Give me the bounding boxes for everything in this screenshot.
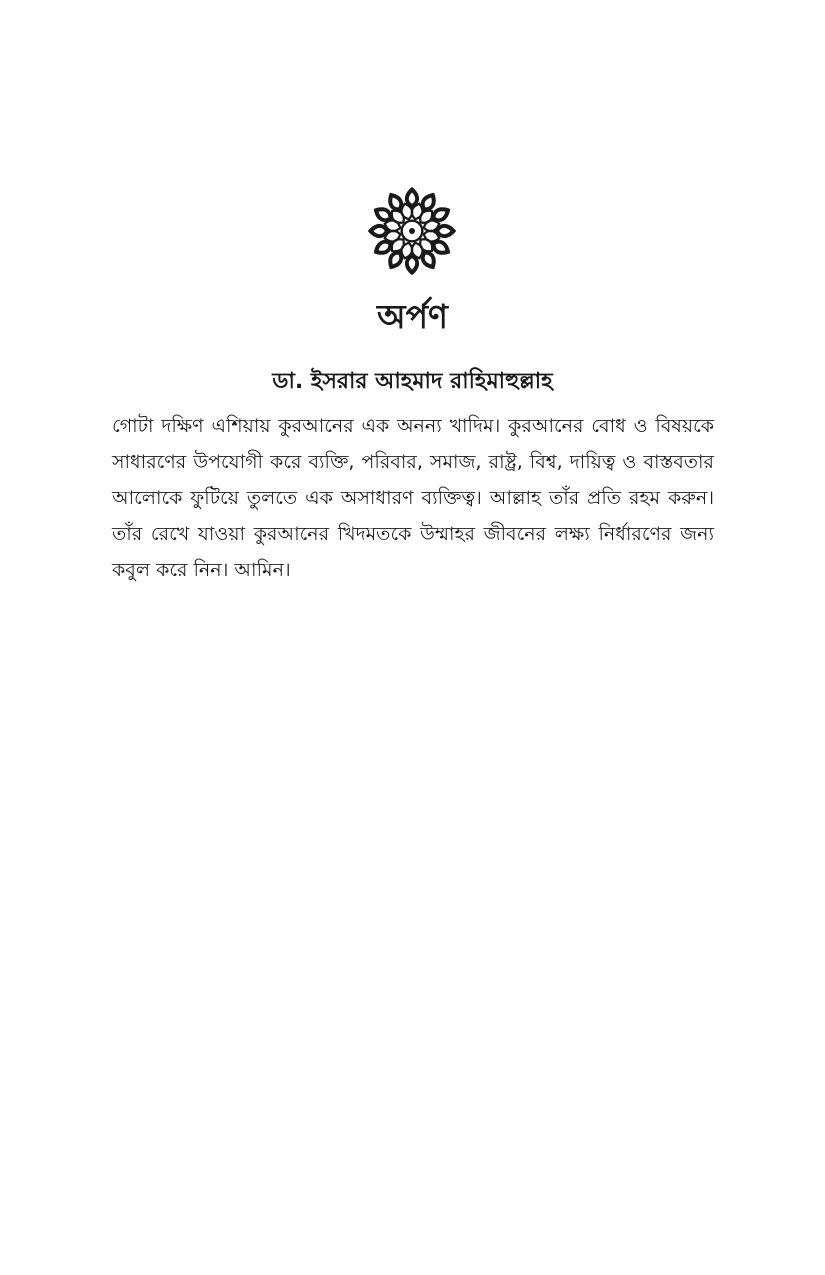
dedication-title: অর্পণ: [377, 297, 448, 336]
floral-mandala-icon: [365, 184, 459, 278]
dedication-paragraph: গোটা দক্ষিণ এশিয়ায় কুরআনের এক অনন্য খাদিম। কুরআনের বোধ ও বিষয়কে সাধারণের উপযোগী করে ব্যক্তি, পরিবার, সমাজ, রাষ্ট্র, বিশ্ব, দায়িত্ব ও বাস্তবতার আলোকে ফুটিয়ে তুলতে এক অসাধারণ ব্যক্তিত্ব। আল্লাহ তাঁর প্রতি রহম করুন। তাঁর রেখে যাওয়া কুরআনের খিদমতকে উম্মাহর জীবনের লক্ষ্য নির্ধারণের জন্য কবুল করে নিন। আমিন।: [112, 415, 714, 581]
dedicatee-name: ডা. ইসরার আহমাদ রাহিমাহুল্লাহ: [272, 369, 553, 394]
